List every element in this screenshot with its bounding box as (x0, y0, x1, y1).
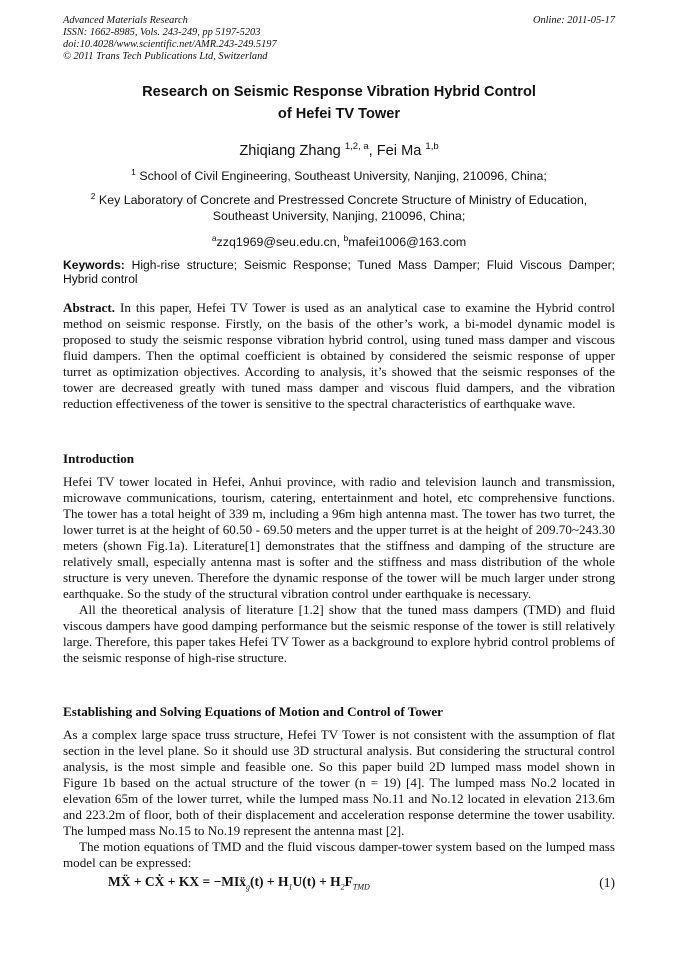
journal-header (63, 15, 615, 63)
affiliation-1-text: School of Civil Engineering, Southeast University, Nanjing, 210096, China; (135, 169, 547, 184)
affiliation-2-line-2: Southeast University, Nanjing, 210096, China; (212, 209, 466, 224)
title-line-2: of Hefei TV Tower (277, 106, 401, 122)
affiliation-2-cont (63, 208, 615, 224)
equation-number: (1) (599, 875, 615, 890)
abstract (63, 300, 615, 412)
author-2-affil-marker: 1,b (425, 141, 439, 152)
author-2-name: , Fei Ma (368, 142, 426, 159)
eq-sub-1: 1 (288, 882, 293, 892)
email-a: zzq1969@seu.edu.cn, (216, 235, 344, 250)
affiliations (63, 164, 615, 250)
affiliation-2 (63, 188, 615, 208)
affiliation-2-line-1: Key Laboratory of Concrete and Prestressed Concrete Structure of Ministry of Education, (95, 193, 588, 208)
affiliation-1 (63, 164, 615, 184)
eq-sub-2: 2 (340, 882, 345, 892)
introduction-paragraph-2: All the theoretical analysis of literature [1.2] show that the tuned mass dampers (TMD) and fluid viscous dampers have good damping performance but the seismic response of the tower is still relatively large. Therefore, this paper takes Hefei TV Tower as a background to explore hybrid control problems of the seismic response of high-rise structure. (63, 602, 615, 665)
author-1-name: Zhiqiang Zhang (239, 142, 345, 159)
keywords (63, 258, 615, 286)
author-1-affil-marker: 1,2, a (344, 141, 369, 152)
journal-issn: ISSN: 1662-8985, Vols. 243-249, pp 5197-5203 (63, 27, 261, 38)
establishing-paragraph-2: The motion equations of TMD and the fluid viscous damper-tower system based on the lumped mass model can be expressed: (63, 839, 615, 870)
author-emails (63, 230, 615, 250)
eq-sub-g: g (246, 882, 251, 892)
online-date: Online: 2011-05-17 (532, 15, 615, 26)
eq-sub-tmd: TMD (352, 882, 370, 892)
author-list (63, 137, 615, 161)
eq-lhs: MẌ + CẊ + KX = −MIẍ (108, 874, 247, 889)
introduction-section (63, 474, 615, 666)
eq-term-h1: (t) + H (250, 874, 289, 889)
affiliation-2-marker: 2 (90, 191, 96, 202)
paper-title (63, 81, 615, 125)
eq-term-h2: U(t) + H (292, 874, 341, 889)
section-heading-introduction: Introduction (63, 451, 135, 466)
abstract-label: Abstract. (63, 300, 115, 315)
section-heading-establishing: Establishing and Solving Equations of Motion and Control of Tower (63, 704, 443, 719)
eq-term-f: F (344, 874, 353, 889)
keywords-label: Keywords: (63, 258, 125, 272)
establishing-paragraph-1: As a complex large space truss structure, Hefei TV Tower is not consistent with the assumption of flat section in the level plane. So it should use 3D structural analysis. But considering the structural control analysis, is the most simple and feasible one. So this paper build 2D lumped mass model shown in Figure 1b based on the actual structure of the tower (n = 19) [4]. The lumped mass No.2 located in elevation 65m of the lower turret, while the lumped mass No.11 and No.12 located in elevation 213.6m and 223.2m of floor, both of their displacement and acceleration response determine the tower usability. The lumped mass No.15 to No.19 represent the antenna mast [2]. (63, 727, 615, 838)
title-line-1: Research on Seismic Response Vibration Hybrid Control (142, 84, 536, 100)
journal-name: Advanced Materials Research (63, 15, 188, 26)
equation-formula (108, 874, 370, 892)
introduction-paragraph-1: Hefei TV tower located in Hefei, Anhui province, with radio and television launch and transmission, microwave communications, tourism, catering, entertainment and hotel, etc comprehensive functions. The tower has a total height of 339 m, including a 96m high antenna mast. The tower has two turret, the lower turret is at the height of 60.50 - 69.50 meters and the upper turret is at the height of 209.70~243.30 meters (shown Fig.1a). Literature[1] demonstrates that the stiffness and damping of the structure are relatively small, especially antenna mast is softer and the stiffness and mass distribution of the whole structure is very uneven. Therefore the dynamic response of the tower will be much larger under strong earthquake. So the study of the structural vibration control under earthquake is necessary. (63, 474, 615, 601)
email-b: mafei1006@163.com (348, 235, 467, 250)
journal-doi: doi:10.4028/www.scientific.net/AMR.243-249.5197 (63, 39, 277, 50)
establishing-section (63, 727, 615, 871)
affiliation-1-marker: 1 (131, 167, 136, 177)
email-a-marker: a (211, 233, 217, 244)
keywords-text: High-rise structure; Seismic Response; Tuned Mass Damper; Fluid Viscous Damper; Hybrid control (63, 258, 615, 286)
journal-copyright: © 2011 Trans Tech Publications Ltd, Switzerland (63, 51, 268, 62)
equation-1 (63, 874, 615, 892)
abstract-text: In this paper, Hefei TV Tower is used as an analytical case to examine the Hybrid control method on seismic response. Firstly, on the basis of the other’s work, a bi-model dynamic model is proposed to study the seismic response vibration hybrid control, using tuned mass damper and viscous fluid dampers. Then the optimal coefficient is obtained by considered the seismic response of upper turret as optimization objectives. According to analysis, it’s showed that the seismic responses of the tower are decreased greatly with tuned mass damper and viscous fluid dampers, and the vibration reduction effectiveness of the tower is sensitive to the spectral characteristics of earthquake wave. (63, 300, 615, 411)
email-b-marker: b (343, 233, 349, 244)
